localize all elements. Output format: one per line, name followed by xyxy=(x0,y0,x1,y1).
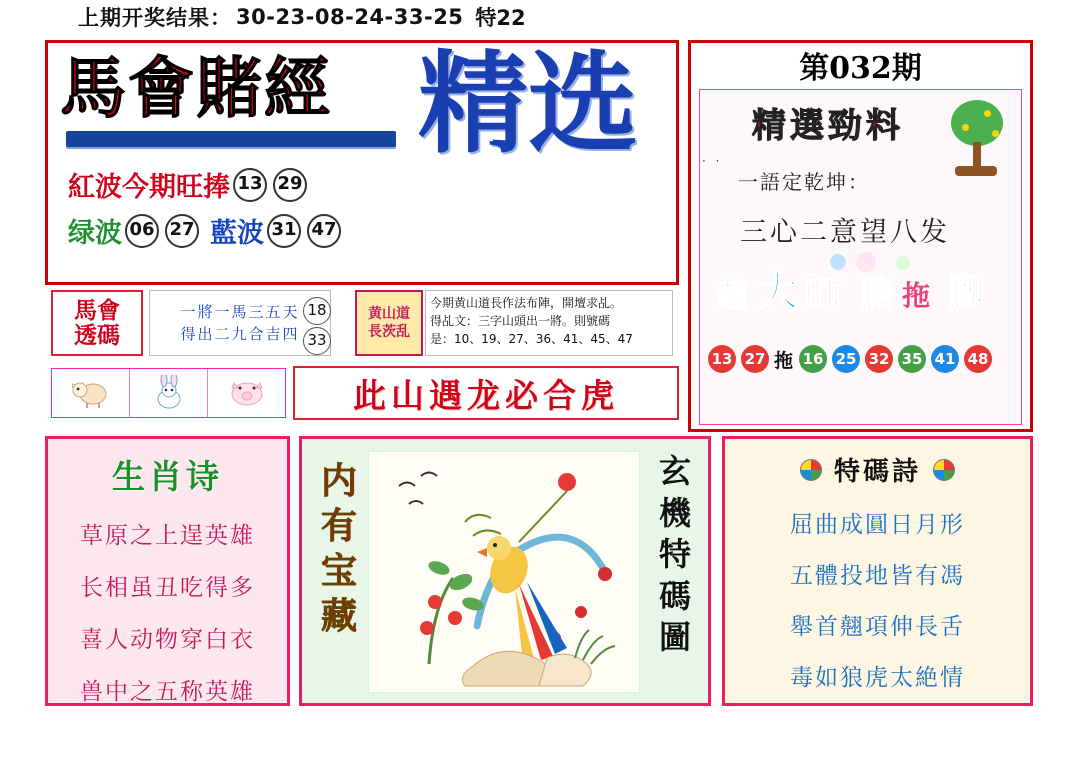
beach-ball-icon-left xyxy=(800,459,822,481)
bird-illustration xyxy=(368,451,640,693)
poem-ball-2: 33 xyxy=(303,327,331,355)
rabbit-icon xyxy=(149,375,189,411)
result-numbers: 30-23-08-24-33-25 xyxy=(236,5,464,29)
green-wave-label: 绿波 xyxy=(68,218,122,249)
master-word-1: 鐘 xyxy=(716,276,749,314)
zodiac-cell-3 xyxy=(208,369,285,417)
picture-left-caption: 内有宝藏 xyxy=(320,460,357,637)
lead-ball-1: 13 xyxy=(708,345,736,373)
master-word-3: 師 xyxy=(805,273,842,315)
blue-wave-ball-1: 31 xyxy=(267,214,301,248)
zodiac-poem-title: 生肖诗 xyxy=(112,457,223,496)
huangshan-line-2: 長茨乱 xyxy=(368,324,410,340)
master-word-4: 膽 xyxy=(860,274,894,314)
brand-title-red: 馬會賭經 xyxy=(60,49,332,127)
red-phrase-text: 此山遇龙必合虎 xyxy=(353,375,619,415)
main-title-panel xyxy=(45,40,679,285)
sheep-icon xyxy=(69,376,113,410)
blue-wave-ball-2: 47 xyxy=(307,214,341,248)
issue-number: 第032期 xyxy=(799,51,922,86)
beach-ball-icon-right xyxy=(933,459,955,481)
trail-ball-1: 16 xyxy=(799,345,827,373)
decorative-dots: · · xyxy=(702,154,723,168)
tree-trunk-icon xyxy=(973,142,981,168)
tree-fruit-2 xyxy=(962,124,969,131)
zodiac-poem-line-2: 长相虽丑吃得多 xyxy=(80,575,255,601)
mystery-picture-panel xyxy=(299,436,711,706)
trail-ball-4: 35 xyxy=(898,345,926,373)
mahui-line-1: 馬會 xyxy=(74,296,120,324)
special-code-poem-title-row xyxy=(725,451,1030,488)
tree-icon xyxy=(951,100,1003,146)
huangshan-text-box xyxy=(425,290,673,356)
blue-wave-label: 藍波 xyxy=(210,218,264,249)
secondary-info-row xyxy=(45,288,679,362)
zodiac-poem-line-1: 草原之上逞英雄 xyxy=(80,523,255,549)
special-code-poem-title: 特碼詩 xyxy=(833,457,921,487)
master-word-6: 腳 xyxy=(948,271,985,313)
featured-line-2: 三心二意望八发 xyxy=(740,217,950,248)
featured-tips-panel xyxy=(688,40,1033,432)
trail-ball-5: 41 xyxy=(931,345,959,373)
special-code-poem-line-3: 舉首翹項伸長舌 xyxy=(790,614,965,640)
special-code-poem-panel xyxy=(722,436,1033,706)
huangshan-text-line-3: 是：10、19、27、36、41、45、47 xyxy=(430,332,633,346)
special-code-poem-line-4: 毒如狼虎太絶情 xyxy=(790,665,965,691)
special-code-poem-line-1: 屈曲成圓日月形 xyxy=(790,512,965,538)
mahui-line-2: 透碼 xyxy=(74,322,120,349)
mahui-toucode-box xyxy=(51,290,143,356)
pig-icon xyxy=(225,376,269,410)
trail-ball-2: 25 xyxy=(832,345,860,373)
red-wave-label: 紅波今期旺捧 xyxy=(68,172,230,203)
huangshan-text-line-2: 得乩文：三字山頭出一將。則號碼 xyxy=(430,314,611,328)
zodiac-poem-line-3: 喜人动物穿白衣 xyxy=(80,627,255,653)
zodiac-poem-panel xyxy=(45,436,290,706)
result-label: 上期开奖结果： xyxy=(78,6,232,30)
master-word-5: 拖 xyxy=(902,279,931,312)
picture-right-caption: 玄機特碼圖 xyxy=(658,452,691,657)
green-wave-ball-1: 06 xyxy=(125,214,159,248)
poem-line-2: 得出二九合吉四 xyxy=(180,325,300,343)
huangshan-line-1: 黄山道 xyxy=(368,305,410,322)
red-wave-ball-2: 29 xyxy=(273,168,307,202)
red-wave-row xyxy=(68,165,310,204)
featured-tips-inner xyxy=(699,89,1022,425)
green-blue-wave-row xyxy=(68,211,344,250)
trail-ball-6: 48 xyxy=(964,345,992,373)
red-wave-ball-1: 13 xyxy=(233,168,267,202)
poem-ball-1: 18 xyxy=(303,297,331,325)
title-underline xyxy=(66,131,396,147)
tree-fruit-1 xyxy=(984,110,991,117)
tree-base-icon xyxy=(955,166,997,176)
featured-line-1: 一語定乾坤： xyxy=(738,170,870,194)
tree-fruit-3 xyxy=(992,130,999,137)
zodiac-cell-2 xyxy=(130,369,208,417)
special-number: 特22 xyxy=(475,6,526,30)
featured-headline: 精選勁料 xyxy=(752,106,904,146)
trail-ball-3: 32 xyxy=(865,345,893,373)
master-banner xyxy=(710,252,1010,322)
poem-line-1: 一將一馬三五天 xyxy=(180,302,300,321)
tuo-label: 拖 xyxy=(774,349,794,372)
zodiac-icon-strip xyxy=(51,368,286,418)
special-code-poem-line-2: 五體投地皆有馮 xyxy=(790,563,965,589)
huangshan-label-box xyxy=(355,290,423,356)
master-word-2: 大 xyxy=(758,268,798,315)
zodiac-poem-line-4: 兽中之五称英雄 xyxy=(80,679,255,705)
bubble-icon-3 xyxy=(896,256,910,270)
lottery-result-bar xyxy=(0,0,1080,34)
huangshan-text-line-1: 今期黄山道長作法布陣，開壇求乩。 xyxy=(430,296,623,310)
red-phrase-box xyxy=(293,366,679,420)
zodiac-cell-1 xyxy=(52,369,130,417)
recommended-numbers-row xyxy=(708,342,1018,376)
lead-ball-2: 27 xyxy=(741,345,769,373)
bird-on-branch-illustration xyxy=(369,452,640,693)
brand-title-blue: 精选 xyxy=(418,39,638,168)
green-wave-ball-2: 27 xyxy=(165,214,199,248)
